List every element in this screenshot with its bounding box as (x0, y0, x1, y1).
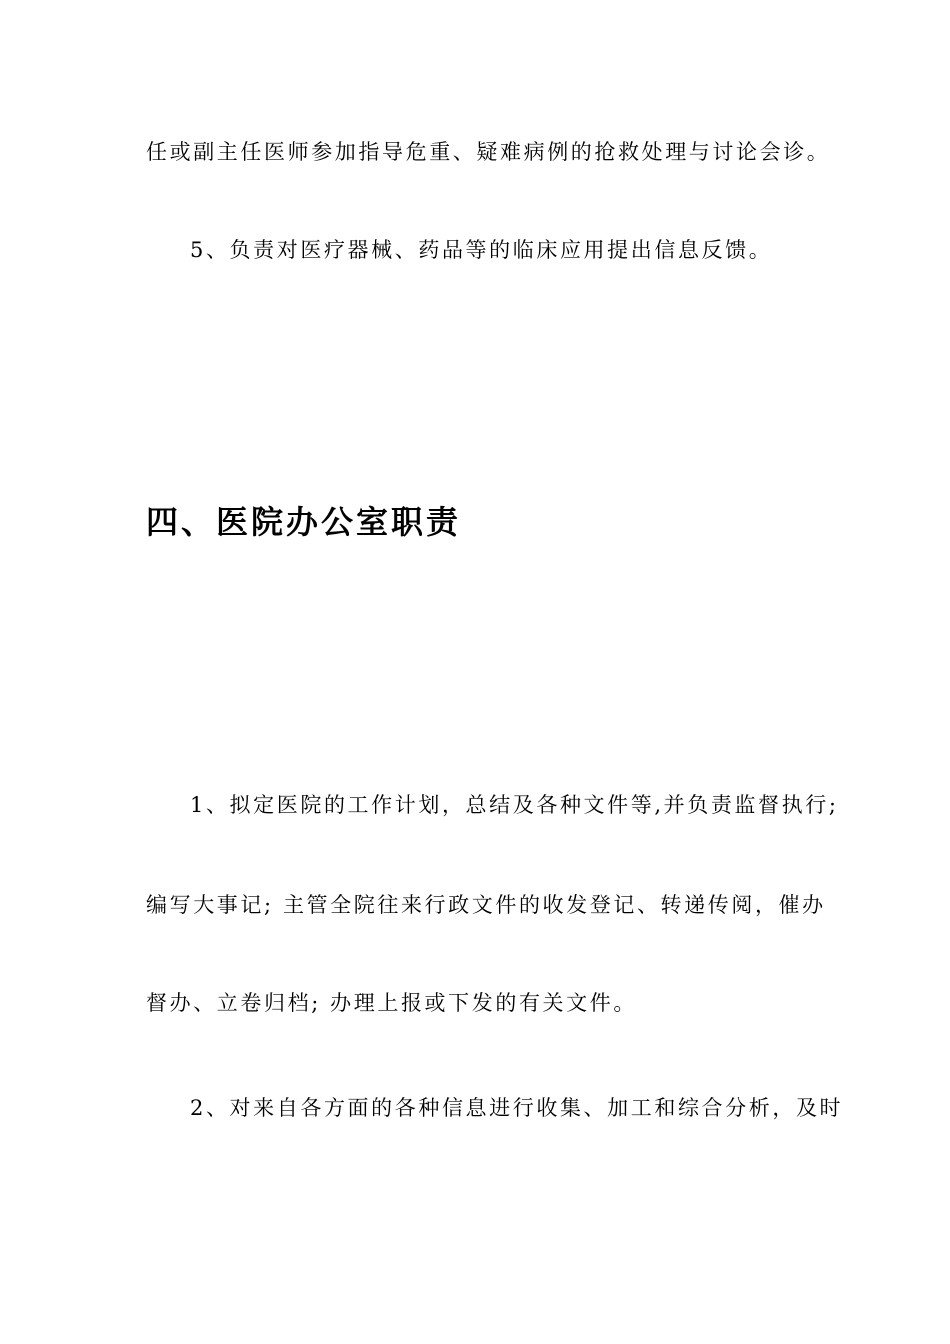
section-heading: 四、医院办公室职责 (146, 503, 462, 541)
paragraph-line: 编写大事记; 主管全院往来行政文件的收发登记、转递传阅，催办 (146, 893, 826, 917)
paragraph-line: 督办、立卷归档; 办理上报或下发的有关文件。 (146, 991, 637, 1015)
paragraph-line: 任或副主任医师参加指导危重、疑难病例的抢救处理与讨论会诊。 (146, 140, 831, 164)
paragraph-line: 2、对来自各方面的各种信息进行收集、加工和综合分析，及时 (190, 1096, 844, 1120)
paragraph-line: 1、拟定医院的工作计划，总结及各种文件等,并负责监督执行; (190, 793, 839, 817)
paragraph-line: 5、负责对医疗器械、药品等的临床应用提出信息反馈。 (190, 238, 773, 262)
